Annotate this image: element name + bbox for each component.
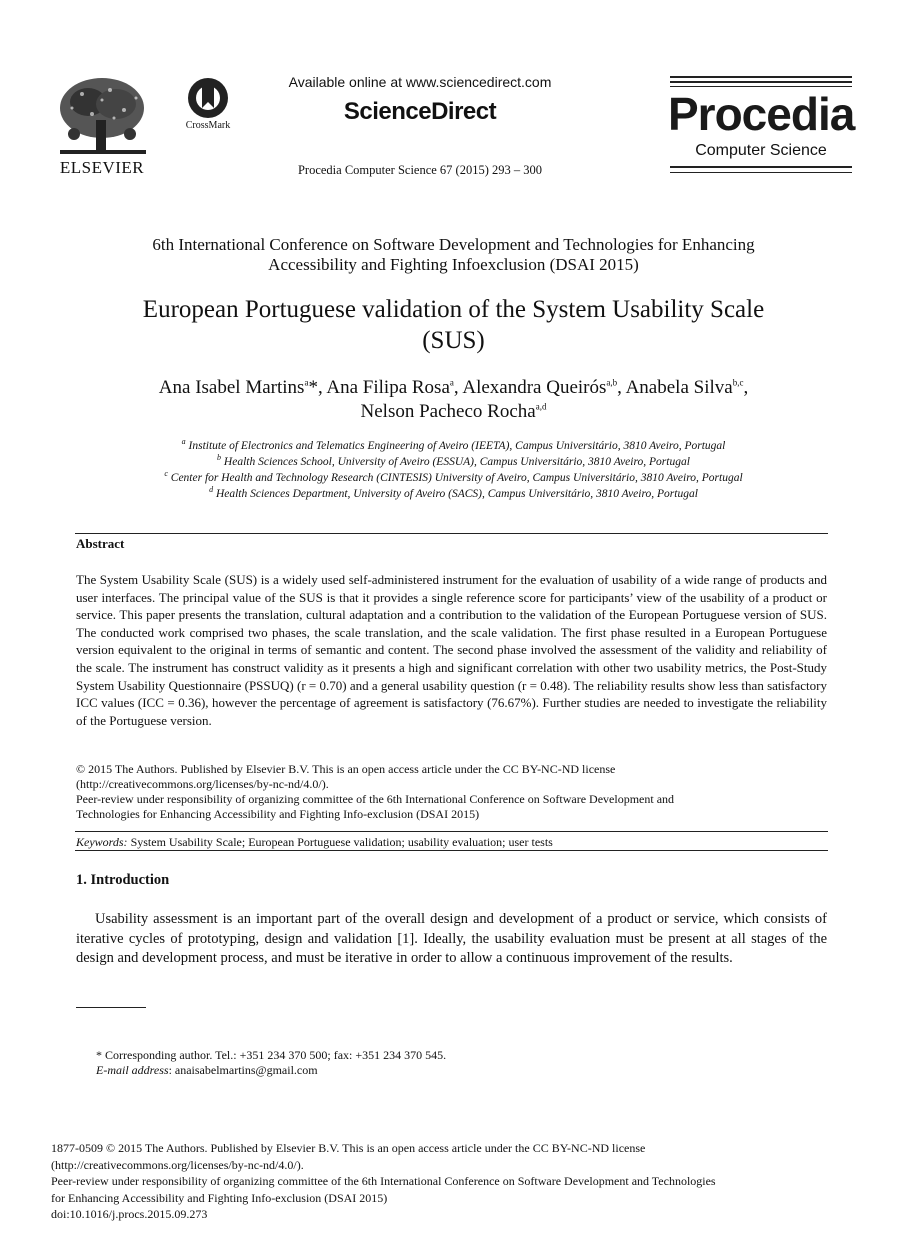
author-name[interactable]: Ana Filipa Rosa	[326, 377, 450, 398]
footer-license-link[interactable]: (http://creativecommons.org/licenses/by-nc-nd/4.0/).	[51, 1157, 304, 1172]
abstract-heading: Abstract	[76, 536, 125, 551]
paper-title	[60, 294, 847, 356]
affiliation-text: Health Sciences Department, University of Aveiro (SACS), Campus Universitário, 3810 Aveiro, Portugal	[215, 488, 698, 500]
keywords-label: Keywords:	[76, 835, 128, 849]
author-sep: ,	[617, 377, 626, 398]
procedia-rule-bottom-1	[670, 166, 852, 168]
sciencedirect-title[interactable]: ScienceDirect	[343, 98, 497, 125]
license-block	[76, 762, 827, 822]
footnote-rule	[76, 1007, 146, 1008]
author-affil: b,c	[732, 377, 744, 388]
footer-peer-review-2: for Enhancing Accessibility and Fighting Info-exclusion (DSAI 2015)	[51, 1190, 388, 1205]
affiliation-item	[40, 454, 867, 470]
affiliation-mark: a	[181, 437, 186, 447]
author-line-1	[60, 376, 847, 400]
author-sep: *,	[308, 377, 327, 398]
footer-issn-license: 1877-0509 © 2015 The Authors. Published by Elsevier B.V. This is an open access article under the CC BY-NC-ND license	[51, 1141, 646, 1155]
crossmark-icon	[180, 76, 236, 120]
author-sep: ,	[743, 377, 749, 398]
procedia-subtitle: Computer Science	[695, 142, 827, 159]
author-affil: a,b	[606, 377, 618, 388]
paper-title-line-2: (SUS)	[422, 327, 485, 354]
conference-name	[60, 235, 847, 275]
license-line-3: Peer-review under responsibility of organizing committee of the 6th International Conference on Software Development and	[76, 792, 675, 806]
affiliation-mark: d	[209, 485, 214, 495]
footnote-email-label: E-mail address	[96, 1063, 169, 1077]
footnote-email[interactable]: : anaisabelmartins@gmail.com	[168, 1063, 318, 1077]
author-line-2	[60, 400, 847, 424]
introduction-text: Usability assessment is an important part of the overall design and development of a product or service, which consists of iterative cycles of prototyping, design and validation [1]. Ideally, the usability evaluation must be present at all stages of the design and development process, and must be iterative in order to allow a continuous improvement of the results.	[76, 911, 827, 966]
author-name[interactable]: Nelson Pacheco Rocha	[360, 401, 536, 422]
conference-line-2: Accessibility and Fighting Infoexclusion (DSAI 2015)	[268, 255, 639, 274]
affiliation-item	[40, 470, 867, 486]
conference-line-1: 6th International Conference on Software Development and Technologies for Enhancing	[152, 235, 755, 254]
keywords-text: System Usability Scale; European Portuguese validation; usability evaluation; user tests	[130, 835, 553, 849]
author-sep: ,	[453, 377, 463, 398]
license-line-1: © 2015 The Authors. Published by Elsevier B.V. This is an open access article under the CC BY-NC-ND license	[76, 762, 616, 776]
affiliation-mark: c	[164, 469, 168, 479]
procedia-rule-bottom-2	[670, 172, 852, 173]
affiliation-text: Institute of Electronics and Telematics Engineering of Aveiro (IEETA), Campus Universitário, 3810 Aveiro, Portugal	[188, 440, 726, 452]
affiliation-mark: b	[217, 453, 222, 463]
elsevier-wordmark: ELSEVIER	[59, 158, 145, 177]
affiliations	[40, 438, 867, 502]
author-affil: a,d	[535, 401, 547, 412]
author-name[interactable]: Ana Isabel Martins	[158, 377, 305, 398]
footer	[51, 1140, 851, 1223]
available-online[interactable]: Available online at www.sciencedirect.com	[288, 74, 552, 90]
journal-citation: Procedia Computer Science 67 (2015) 293 – 300	[297, 163, 543, 177]
license-link[interactable]: (http://creativecommons.org/licenses/by-nc-nd/4.0/).	[76, 777, 329, 791]
crossmark-logo[interactable]	[180, 76, 236, 134]
abstract-text: The System Usability Scale (SUS) is a widely used self-administered instrument for the evaluation of usability of a wide range of products and user interfaces. The principal value of the SUS is that it provides a single reference score for participants’ view of the usability of a product or service. This paper presents the translation, cultural adaptation and a contribution to the validation of the European Portuguese version of SUS. The conducted work comprised two phases, the scale translation, and the scale validation. The first phase resulted in a European Portuguese version equivalent to the original in terms of semantic and content. The second phase involved the assessment of the validity and reliability of the scale. The instrument has construct validity as it presents a high and significant correlation with other two usability metrics, the Post-Study System Usability Questionnaire (PSSUQ) (r = 0.70) and a general usability question (r = 0.48). The reliability results show less than satisfactory ICC values (ICC = 0.36), however the percentage of agreement is satisfactory (76.67%). Further studies are needed to investigate the reliability of the Portuguese version.	[76, 572, 827, 728]
author-name[interactable]: Alexandra Queirós	[462, 377, 607, 398]
affiliation-text: Health Sciences School, University of Aveiro (ESSUA), Campus Universitário, 3810 Aveiro, Portugal	[223, 456, 690, 468]
abstract-top-rule	[75, 533, 828, 534]
crossmark-label: CrossMark	[185, 120, 231, 131]
affiliation-item	[40, 486, 867, 502]
procedia-title: Procedia	[668, 88, 855, 140]
keywords	[76, 835, 827, 850]
author-list	[60, 376, 847, 424]
keywords-bottom-rule	[75, 850, 828, 851]
footer-peer-review-1: Peer-review under responsibility of organizing committee of the 6th International Conference on Software Development and Technologies	[51, 1174, 716, 1188]
license-line-4: Technologies for Enhancing Accessibility and Fighting Info-exclusion (DSAI 2015)	[76, 807, 480, 821]
affiliation-text: Center for Health and Technology Research (CINTESIS) University of Aveiro, Campus Universitário, 3810 Aveiro, Portugal	[170, 472, 743, 484]
paper-title-line-1: European Portuguese validation of the System Usability Scale	[142, 296, 765, 323]
keywords-top-rule	[75, 831, 828, 832]
footnote	[96, 1048, 816, 1078]
introduction-heading: 1. Introduction	[76, 872, 170, 888]
affiliation-item	[40, 438, 867, 454]
author-affil: a	[304, 377, 309, 388]
procedia-rule-top-1	[670, 76, 852, 78]
footer-doi[interactable]: doi:10.1016/j.procs.2015.09.273	[51, 1207, 208, 1221]
procedia-rule-top-2	[670, 81, 852, 83]
author-affil: a	[449, 377, 454, 388]
footnote-email-line	[96, 1063, 816, 1078]
elsevier-logo	[52, 74, 152, 178]
author-name[interactable]: Anabela Silva	[625, 377, 733, 398]
elsevier-tree-icon	[52, 74, 152, 158]
footnote-corresponding: * Corresponding author. Tel.: +351 234 370 500; fax: +351 234 370 545.	[96, 1048, 447, 1062]
